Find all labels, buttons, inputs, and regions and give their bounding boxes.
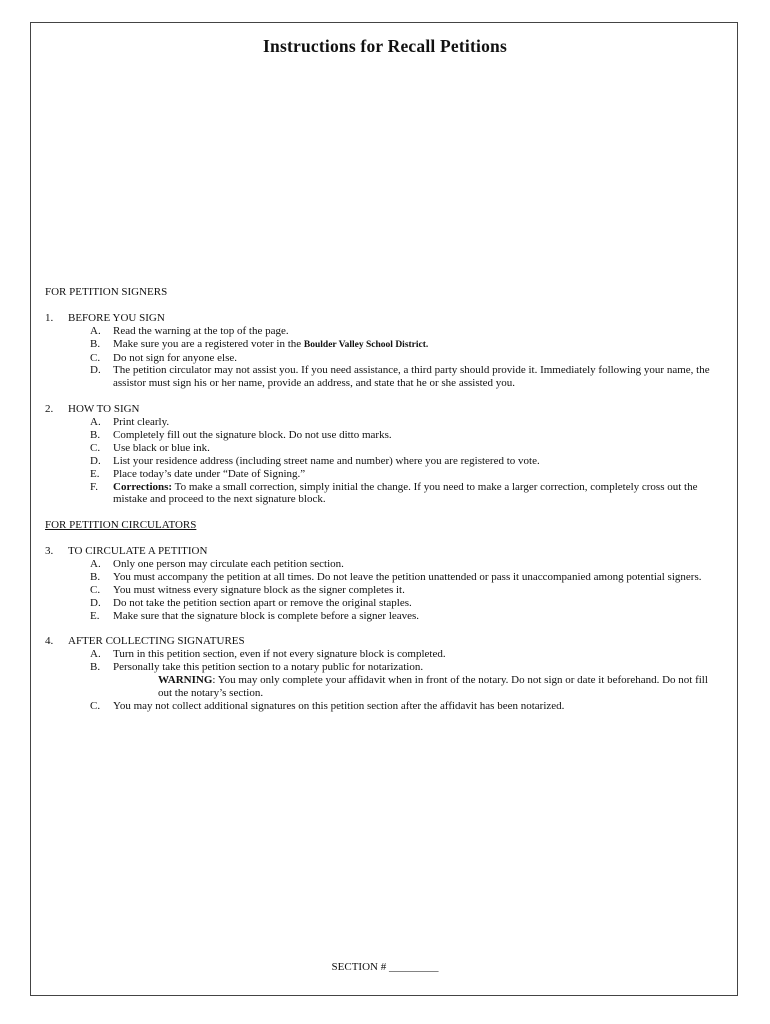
instructions-body — [45, 286, 725, 713]
item-letter: A. — [90, 324, 101, 337]
item-letter: C. — [90, 441, 101, 454]
corrections-text: To make a small correction, simply initial the change. If you need to make a larger correction, completely cross out the mistake and proceed to the next signature block. — [113, 480, 698, 506]
item-text: Do not sign for anyone else. — [113, 351, 238, 364]
list-item — [90, 338, 725, 352]
item-number: 2. — [45, 403, 54, 416]
list-item — [90, 455, 725, 468]
list-item — [90, 648, 725, 661]
list-item — [90, 571, 725, 584]
item-text-main: Make sure you are a registered voter in the — [113, 337, 304, 350]
item-letter: B. — [90, 661, 101, 674]
item-letter: E. — [90, 609, 100, 622]
circulate-item — [45, 545, 725, 558]
item-text: Turn in this petition section, even if not every signature block is completed. — [113, 648, 446, 661]
list-item — [90, 468, 725, 481]
item-letter: C. — [90, 699, 101, 712]
item-letter: A. — [90, 557, 101, 570]
list-item — [90, 352, 725, 365]
item-letter: C. — [90, 583, 101, 596]
item-text — [113, 338, 725, 352]
item-number: 3. — [45, 545, 54, 558]
before-you-sign-item — [45, 312, 725, 325]
item-letter: A. — [90, 648, 101, 661]
corrections-label: Corrections: — [113, 480, 173, 493]
item-heading: HOW TO SIGN — [68, 403, 140, 416]
item-letter: E. — [90, 467, 100, 480]
list-item — [90, 610, 725, 623]
item-text: Only one person may circulate each petition section. — [113, 557, 344, 570]
school-district-name: Boulder Valley School District. — [303, 339, 429, 350]
item-text: You may not collect additional signatures on this petition section after the affidavit has been notarized. — [113, 699, 565, 712]
item-text: List your residence address (including street name and number) where you are registered to vote. — [113, 454, 540, 467]
list-item — [90, 429, 725, 442]
item-number: 4. — [45, 635, 54, 648]
item-letter: F. — [90, 480, 98, 493]
item-text — [113, 481, 725, 507]
item-letter: B. — [90, 570, 101, 583]
item-text: Completely fill out the signature block. Do not use ditto marks. — [113, 428, 392, 441]
section-number-field: SECTION # _________ — [331, 961, 439, 973]
item-text: You must accompany the petition at all times. Do not leave the petition unattended or pass it unaccompanied among potential signers. — [113, 570, 702, 583]
item-letter: B. — [90, 428, 101, 441]
list-item — [90, 700, 725, 713]
circulators-heading: FOR PETITION CIRCULATORS — [45, 519, 197, 532]
list-item — [90, 597, 725, 610]
item-letter: B. — [90, 337, 101, 350]
list-item — [90, 661, 725, 674]
list-item — [90, 364, 725, 390]
item-letter: C. — [90, 351, 101, 364]
list-item — [90, 442, 725, 455]
list-item — [90, 558, 725, 571]
item-text: Read the warning at the top of the page. — [113, 324, 289, 337]
list-item — [90, 584, 725, 597]
item-text: Personally take this petition section to a notary public for notarization. — [113, 661, 424, 674]
item-text: Make sure that the signature block is complete before a signer leaves. — [113, 609, 420, 622]
after-collecting-item — [45, 635, 725, 648]
item-heading: TO CIRCULATE A PETITION — [68, 545, 208, 558]
item-letter: D. — [90, 596, 101, 609]
item-text: Use black or blue ink. — [113, 441, 210, 454]
item-text: Place today’s date under “Date of Signing.” — [113, 467, 306, 480]
item-text: Do not take the petition section apart or remove the original staples. — [113, 596, 412, 609]
notary-warning — [158, 674, 725, 700]
item-letter: D. — [90, 364, 101, 377]
list-item — [90, 325, 725, 338]
item-number: 1. — [45, 311, 54, 324]
item-text: The petition circulator may not assist you. If you need assistance, a third party should provide it. Immediately following your name, the assistor must sign his or her name, provide an address, and state that he or she assisted you. — [113, 364, 710, 390]
item-letter: D. — [90, 454, 101, 467]
item-heading: BEFORE YOU SIGN — [68, 311, 165, 324]
list-item — [90, 416, 725, 429]
item-letter: A. — [90, 416, 101, 429]
item-text: Print clearly. — [113, 416, 170, 429]
list-item — [90, 481, 725, 507]
page-title: Instructions for Recall Petitions — [263, 36, 507, 56]
how-to-sign-item — [45, 403, 725, 416]
item-text: You must witness every signature block as the signer completes it. — [113, 583, 405, 596]
item-heading: AFTER COLLECTING SIGNATURES — [68, 635, 245, 648]
warning-text: : You may only complete your affidavit when in front of the notary. Do not sign or date it beforehand. Do not fill out the notary’s section. — [158, 674, 708, 700]
warning-label: WARNING — [158, 674, 213, 687]
signers-heading: FOR PETITION SIGNERS — [45, 286, 168, 298]
